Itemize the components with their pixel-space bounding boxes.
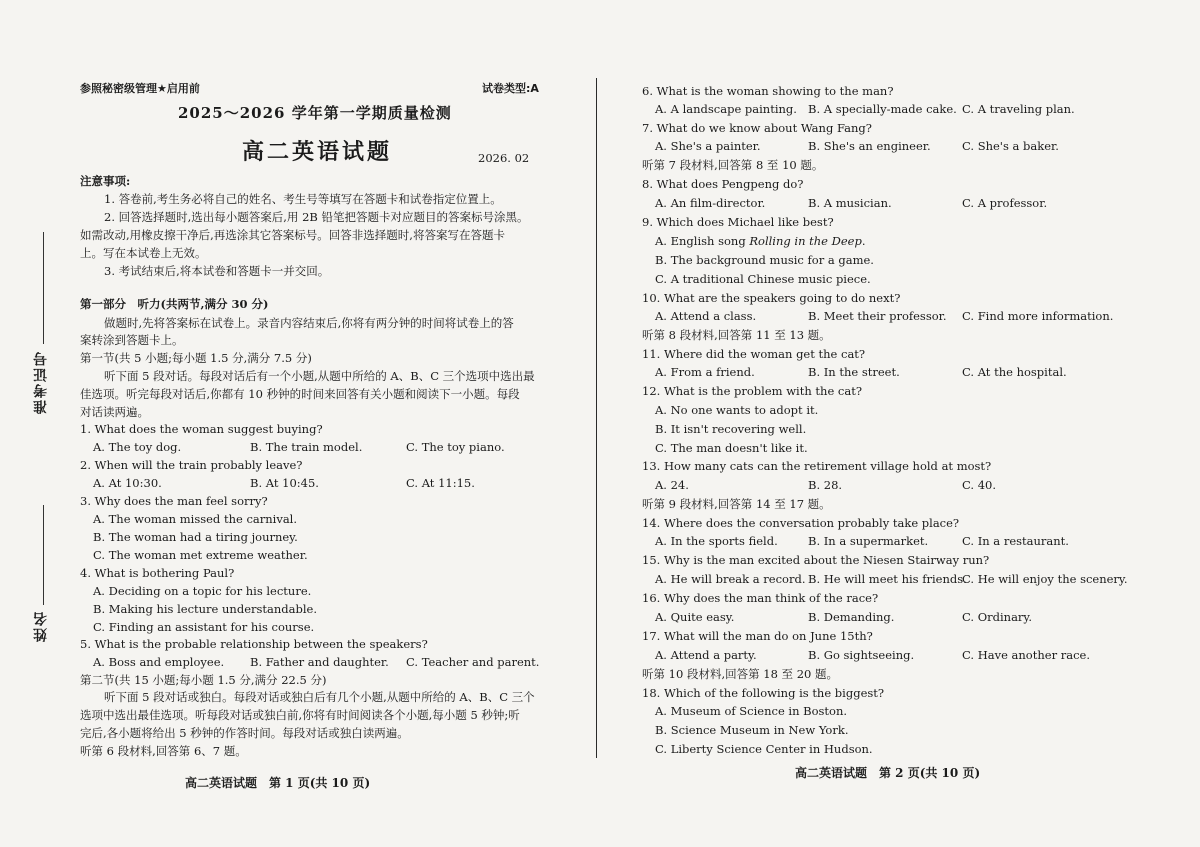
secret-level: 参照秘密级管理★启用前 — [80, 82, 200, 95]
option-b: B. Meet their professor. — [808, 309, 947, 323]
option-b: B. She's an engineer. — [808, 139, 931, 153]
part1-intro: 做题时,先将答案标在试卷上。录音内容结束后,你将有两分钟的时间将试卷上的答 — [104, 316, 514, 330]
question: 3. Why does the man feel sorry? — [80, 494, 268, 508]
exam-term-title: 2025～2026 学年第一学期质量检测 — [178, 104, 452, 122]
part1-heading: 第一部分 听力(共两节,满分 30 分) — [80, 297, 269, 311]
exam-subject-title: 高二英语试题 — [242, 139, 393, 165]
option-c: C. Have another race. — [962, 648, 1090, 662]
option-a: A. From a friend. — [655, 365, 755, 379]
notice-line: 2. 回答选择题时,选出每小题答案后,用 2B 铅笔把答题卡对应题目的答案标号涂黑。 — [104, 210, 529, 224]
option-c: C. The woman met extreme weather. — [93, 548, 308, 562]
material-instruction: 听第 8 段材料,回答第 11 至 13 题。 — [642, 328, 831, 342]
question: 18. Which of the following is the biggest? — [642, 686, 885, 700]
option-b: B. Go sightseeing. — [808, 648, 915, 662]
option-b: B. In the street. — [808, 365, 900, 379]
question: 10. What are the speakers going to do next? — [642, 291, 901, 305]
question: 6. What is the woman showing to the man? — [642, 84, 894, 98]
section1-intro: 对话读两遍。 — [80, 405, 149, 419]
option-a: A. 24. — [655, 478, 689, 492]
question: 17. What will the man do on June 15th? — [642, 629, 873, 643]
option-a: A. He will break a record. — [655, 572, 806, 586]
paper-type: 试卷类型:A — [482, 82, 539, 95]
option-c: C. He will enjoy the scenery. — [962, 572, 1128, 586]
option-a: A. A landscape painting. — [655, 102, 797, 116]
section2-intro: 完后,各小题将给出 5 秒钟的作答时间。每段对话或独白读两遍。 — [80, 726, 409, 740]
option-b: B. Science Museum in New York. — [655, 723, 849, 737]
option-b: B. It isn't recovering well. — [655, 422, 807, 436]
option-c: C. At the hospital. — [962, 365, 1067, 379]
question: 1. What does the woman suggest buying? — [80, 422, 323, 436]
option-a: A. Quite easy. — [655, 610, 735, 624]
section2-intro: 听下面 5 段对话或独白。每段对话或独白后有几个小题,从题中所给的 A、B、C 三个 — [104, 690, 535, 704]
option-b: B. In a supermarket. — [808, 534, 929, 548]
name-label: 姓名 — [33, 610, 49, 642]
option-a: A. Deciding on a topic for his lecture. — [93, 584, 312, 598]
material-instruction: 听第 7 段材料,回答第 8 至 10 题。 — [642, 158, 824, 172]
material-instruction: 听第 9 段材料,回答第 14 至 17 题。 — [642, 497, 831, 511]
option-c: C. Liberty Science Center in Hudson. — [655, 742, 873, 756]
option-c: C. A traveling plan. — [962, 102, 1075, 116]
notice-line: 上。写在本试卷上无效。 — [80, 246, 207, 260]
option-a: A. At 10:30. — [93, 476, 162, 490]
option-b: B. At 10:45. — [250, 476, 319, 490]
option-c: C. A traditional Chinese music piece. — [655, 272, 871, 286]
option-b: B. Making his lecture understandable. — [93, 602, 317, 616]
option-a: A. She's a painter. — [655, 139, 761, 153]
question: 14. Where does the conversation probably take place? — [642, 516, 960, 530]
question: 8. What does Pengpeng do? — [642, 177, 804, 191]
question: 2. When will the train probably leave? — [80, 458, 303, 472]
option-b: B. The background music for a game. — [655, 253, 874, 267]
notice-line: 3. 考试结束后,将本试卷和答题卡一并交回。 — [104, 264, 330, 278]
exam-id-label: 准考证号 — [33, 350, 49, 414]
song-title: Rolling in the Deep — [749, 234, 862, 248]
option-c: C. 40. — [962, 478, 996, 492]
section1-intro: 听下面 5 段对话。每段对话后有一个小题,从题中所给的 A、B、C 三个选项中选出最 — [104, 369, 535, 383]
option-a: A. The woman missed the carnival. — [93, 512, 298, 526]
question: 5. What is the probable relationship between the speakers? — [80, 637, 428, 651]
question: 4. What is bothering Paul? — [80, 566, 235, 580]
option-b: B. He will meet his friends. — [808, 572, 967, 586]
section2-intro: 选项中选出最佳选项。听每段对话或独白前,你将有时间阅读各个小题,每小题 5 秒钟;听 — [80, 708, 520, 722]
page-footer: 高二英语试题 第 1 页(共 10 页) — [185, 776, 371, 790]
option-c: C. At 11:15. — [406, 476, 475, 490]
question: 16. Why does the man think of the race? — [642, 591, 879, 605]
option-b: B. The woman had a tiring journey. — [93, 530, 298, 544]
option-b: B. A musician. — [808, 196, 892, 210]
notice-heading: 注意事项: — [80, 174, 131, 188]
notice-line: 如需改动,用橡皮擦干净后,再选涂其它答案标号。回答非选择题时,将答案写在答题卡 — [80, 228, 505, 242]
section1-intro: 佳选项。听完每段对话后,你都有 10 秒钟的时间来回答有关小题和阅读下一小题。每段 — [80, 387, 520, 401]
option-a: A. An film-director. — [655, 196, 766, 210]
option-a: A. Boss and employee. — [93, 655, 225, 669]
section1-heading: 第一节(共 5 小题;每小题 1.5 分,满分 7.5 分) — [80, 351, 312, 365]
material-instruction: 听第 6 段材料,回答第 6、7 题。 — [80, 744, 247, 758]
question: 15. Why is the man excited about the Niesen Stairway run? — [642, 553, 990, 567]
option-c: C. The toy piano. — [406, 440, 505, 454]
question: 9. Which does Michael like best? — [642, 215, 834, 229]
option-b: B. Demanding. — [808, 610, 895, 624]
option-a: A. No one wants to adopt it. — [655, 403, 819, 417]
option-a: A. Museum of Science in Boston. — [655, 704, 848, 718]
option-b: B. A specially-made cake. — [808, 102, 957, 116]
notice-line: 1. 答卷前,考生务必将自己的姓名、考生号等填写在答题卡和试卷指定位置上。 — [104, 192, 502, 206]
option-c: C. A professor. — [962, 196, 1048, 210]
option-b: B. 28. — [808, 478, 843, 492]
option-a: A. English song Rolling in the Deep. — [655, 234, 866, 248]
option-c: C. Teacher and parent. — [406, 655, 540, 669]
page-footer: 高二英语试题 第 2 页(共 10 页) — [795, 766, 981, 780]
section2-heading: 第二节(共 15 小题;每小题 1.5 分,满分 22.5 分) — [80, 673, 327, 687]
question: 11. Where did the woman get the cat? — [642, 347, 866, 361]
question: 12. What is the problem with the cat? — [642, 384, 862, 398]
material-instruction: 听第 10 段材料,回答第 18 至 20 题。 — [642, 667, 838, 681]
option-c: C. The man doesn't like it. — [655, 441, 808, 455]
option-a: A. The toy dog. — [93, 440, 182, 454]
option-c: C. Finding an assistant for his course. — [93, 620, 315, 634]
option-a: A. In the sports field. — [655, 534, 778, 548]
option-b: B. Father and daughter. — [250, 655, 389, 669]
option-b: B. The train model. — [250, 440, 363, 454]
option-c: C. In a restaurant. — [962, 534, 1069, 548]
option-c: C. Ordinary. — [962, 610, 1033, 624]
part1-intro: 案转涂到答题卡上。 — [80, 333, 184, 347]
question: 7. What do we know about Wang Fang? — [642, 121, 872, 135]
exam-date: 2026. 02 — [478, 151, 530, 165]
option-a: A. Attend a party. — [655, 648, 757, 662]
question: 13. How many cats can the retirement village hold at most? — [642, 459, 992, 473]
option-c: C. She's a baker. — [962, 139, 1059, 153]
option-c: C. Find more information. — [962, 309, 1114, 323]
option-a: A. Attend a class. — [655, 309, 757, 323]
